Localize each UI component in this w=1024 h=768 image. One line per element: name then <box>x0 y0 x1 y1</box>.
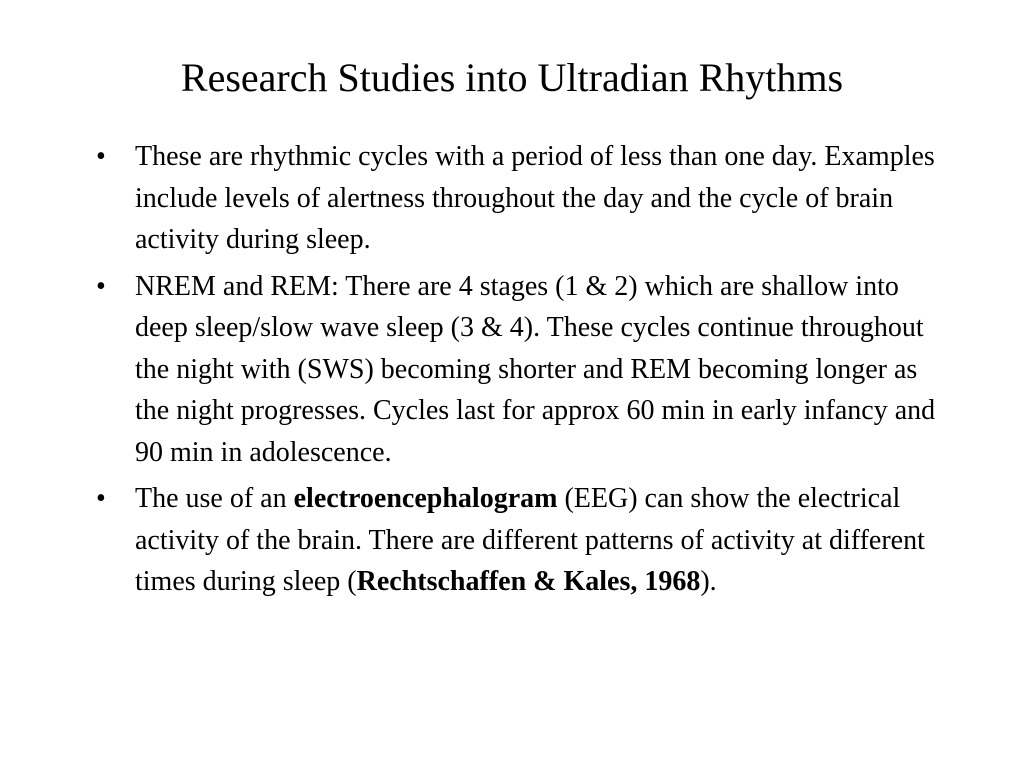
bullet-glyph: • <box>96 483 106 514</box>
bullet-text-2: NREM and REM: There are 4 stages (1 & 2) which are shallow into deep sleep/slow wave sleep (3 & 4). These cycles continue throughout the night with (SWS) becoming shorter and REM becoming longer as the night progresses. Cycles last for approx 60 min in early infancy and 90 min in adolescence. <box>135 270 936 468</box>
bullet-3-part-3: ). <box>700 566 717 597</box>
bullet-3-bold-citation: Rechtschaffen & Kales, 1968 <box>356 566 701 597</box>
bullet-item-3 <box>96 478 946 603</box>
bullet-item-1 <box>96 136 946 261</box>
bullet-item-2 <box>96 266 946 474</box>
bullet-glyph: • <box>96 270 106 302</box>
slide-title: Research Studies into Ultradian Rhythms <box>180 55 844 100</box>
bullet-3-bold-term: electroencephalogram <box>293 483 558 514</box>
bullet-list <box>96 136 946 608</box>
bullet-text-1: These are rhythmic cycles with a period of less than one day. Examples include levels of alertness throughout the day and the cycle of brain activity during sleep. <box>135 141 935 255</box>
bullet-text-3 <box>135 483 925 597</box>
bullet-glyph: • <box>96 141 106 172</box>
bullet-3-part-2: (EEG) can show the electrical activity of the brain. There are different patterns of activity at different times during sleep ( <box>135 483 925 597</box>
bullet-3-part-1: The use of an <box>135 483 294 514</box>
